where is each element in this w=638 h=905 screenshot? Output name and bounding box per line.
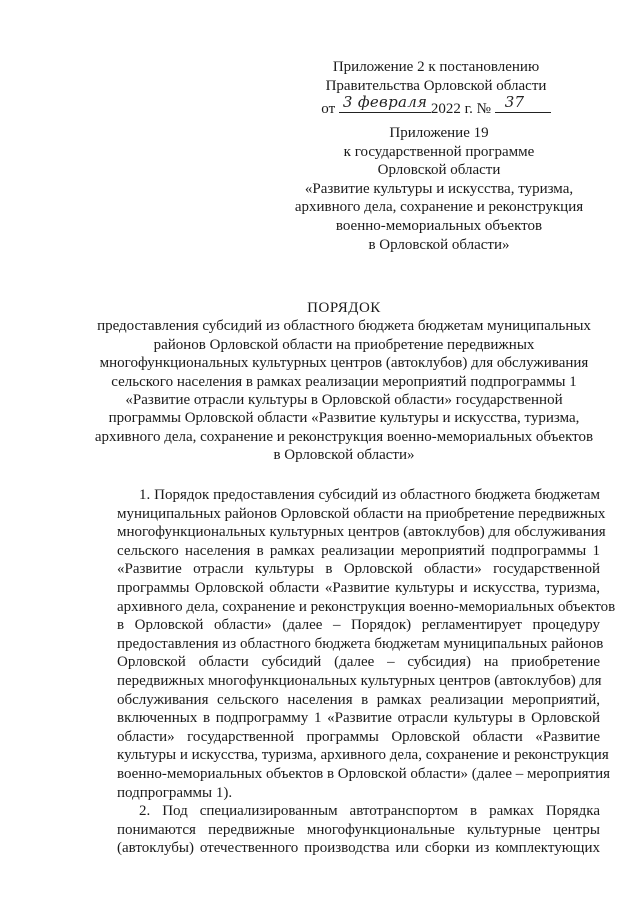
handwritten-number: 37 [504, 93, 525, 111]
appendix-19-header [270, 124, 608, 254]
paragraph-line: многофункциональных культурных центров (автоклубов) для обслуживания [117, 524, 606, 541]
title-line: районов Орловской области на приобретение передвижных [153, 336, 535, 353]
title-line: программы Орловской области «Развитие культуры и искусства, туризма, [108, 410, 580, 427]
number-blank [495, 93, 551, 113]
paragraph-line: включенных в подпрограмму 1 «Развитие отрасли культуры в Орловской [117, 710, 600, 727]
title-line: архивного дела, сохранение и реконструкция военно-мемориальных объектов [94, 428, 594, 445]
paragraph-line: подпрограммы 1). [117, 784, 233, 801]
paragraph-line: сельского населения в рамках реализации мероприятий подпрограммы 1 [117, 542, 600, 559]
paragraph-line: в Орловской области» (далее – Порядок) регламентирует процедуру [117, 617, 600, 634]
appendix-19-line: военно-мемориальных объектов [335, 217, 543, 234]
appendix-19-line: Приложение 19 [389, 125, 489, 141]
year-and-number-label: 2022 г. № [430, 101, 491, 117]
document-title [84, 299, 604, 465]
paragraph-line: «Развитие отрасли культуры в Орловской области» государственной [117, 561, 600, 578]
paragraph-line: Орловской области субсидий (далее – субсидия) на приобретение [117, 654, 600, 671]
appendix-19-line: Орловской области [377, 162, 501, 179]
appendix-2-line-2: Правительства Орловской области [325, 78, 547, 94]
date-blank [339, 93, 431, 113]
paragraph-line: муниципальных районов Орловской области на приобретение передвижных [117, 505, 606, 522]
appendix-2-line-1: Приложение 2 к постановлению [332, 59, 540, 75]
title-heading: ПОРЯДОК [307, 300, 381, 316]
paragraph-2 [117, 802, 600, 858]
document-body [117, 486, 616, 858]
handwritten-date: 3 февраля [342, 93, 428, 111]
paragraph-line: обслуживания сельского населения в рамках реализации мероприятий, [117, 691, 600, 708]
appendix-2-header [316, 58, 556, 119]
paragraph-line: военно-мемориальных объектов в Орловской области» (далее – мероприятия [117, 765, 611, 782]
paragraph-line: 2. Под специализированным автотранспортом в рамках Порядка [139, 803, 600, 820]
paragraph-line: 1. Порядок предоставления субсидий из областного бюджета бюджетам [139, 487, 600, 503]
title-line: предоставления субсидий из областного бюджета бюджетам муниципальных [97, 318, 591, 335]
appendix-19-line: архивного дела, сохранение и реконструкция [294, 199, 584, 216]
appendix-2-date-line [316, 93, 556, 119]
title-line: в Орловской области» [273, 447, 415, 464]
title-line: «Развитие отрасли культуры в Орловской области» государственной [125, 392, 563, 409]
title-line: многофункциональных культурных центров (автоклубов) для обслуживания [99, 355, 589, 372]
paragraph-line: культуры и искусства, туризма, архивного дела, сохранение и реконструкция [117, 747, 609, 764]
paragraph-line: программы Орловской области «Развитие культуры и искусства, туризма, [117, 579, 600, 596]
paragraph-1 [117, 486, 616, 802]
paragraph-line: архивного дела, сохранение и реконструкция военно-мемориальных объектов [117, 598, 616, 615]
appendix-19-line: в Орловской области» [368, 236, 510, 253]
paragraph-line: (автоклубы) отечественного производства или сборки из комплектующих [117, 840, 600, 857]
paragraph-line: предоставления из областного бюджета бюджетам муниципальных районов [117, 635, 604, 652]
paragraph-line: области» государственной программы Орловской области «Развитие [117, 728, 600, 745]
paragraph-line: передвижных многофункциональных культурных центров (автоклубов) для [117, 672, 602, 689]
title-line: сельского населения в рамках реализации мероприятий подпрограммы 1 [111, 373, 577, 390]
date-prefix: от [321, 101, 336, 117]
appendix-19-line: к государственной программе [343, 143, 535, 160]
appendix-19-line: «Развитие культуры и искусства, туризма, [304, 180, 574, 197]
paragraph-line: понимаются передвижные многофункциональные культурные центры [117, 821, 600, 838]
